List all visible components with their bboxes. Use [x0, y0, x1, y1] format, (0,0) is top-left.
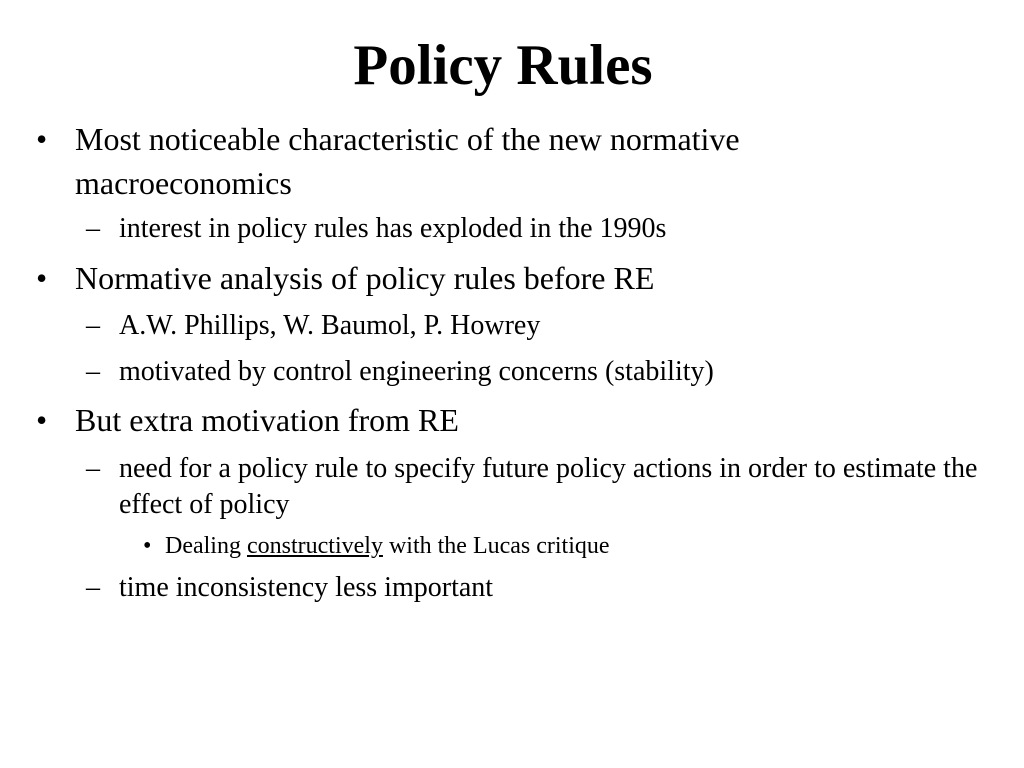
bullet-marker: • — [36, 260, 48, 296]
sub-bullet-text: A.W. Phillips, W. Baumol, P. Howrey — [119, 310, 541, 341]
sub-bullet-item — [86, 570, 979, 606]
dash-marker: – — [86, 356, 100, 387]
slide-title: Policy Rules — [353, 34, 653, 97]
bullet-item — [36, 398, 955, 442]
bullet-text: But extra motivation from RE — [75, 402, 459, 438]
bullet-text: Normative analysis of policy rules before RE — [75, 260, 655, 296]
dash-marker: – — [86, 572, 100, 603]
sub-bullet-item — [86, 451, 979, 523]
bullet-marker: • — [143, 533, 152, 559]
dash-marker: – — [86, 453, 100, 484]
sub-bullet-text: interest in policy rules has exploded in the 1990s — [119, 213, 667, 244]
dash-marker: – — [86, 310, 100, 341]
sub-bullet-item — [86, 308, 979, 344]
sub-sub-bullet-item — [143, 531, 965, 561]
sub-bullet-text: motivated by control engineering concerns (stability) — [119, 356, 714, 387]
text-after: with the Lucas critique — [382, 533, 610, 559]
bullet-item — [36, 117, 955, 205]
sub-bullet-item — [86, 211, 979, 247]
text-before: Dealing — [165, 533, 247, 559]
sub-sub-bullet-text — [165, 533, 610, 559]
underlined-emphasis: constructively — [246, 533, 383, 559]
sub-bullet-item — [86, 354, 979, 390]
bullet-marker: • — [36, 121, 48, 157]
sub-bullet-text: need for a policy rule to specify future policy actions in order to estimate the effect of policy — [119, 453, 978, 520]
bullet-marker: • — [36, 402, 48, 438]
sub-bullet-text: time inconsistency less important — [119, 572, 494, 603]
bullet-text: Most noticeable characteristic of the new normative macroeconomics — [75, 121, 740, 201]
bullet-item — [36, 256, 955, 300]
dash-marker: – — [86, 213, 100, 244]
